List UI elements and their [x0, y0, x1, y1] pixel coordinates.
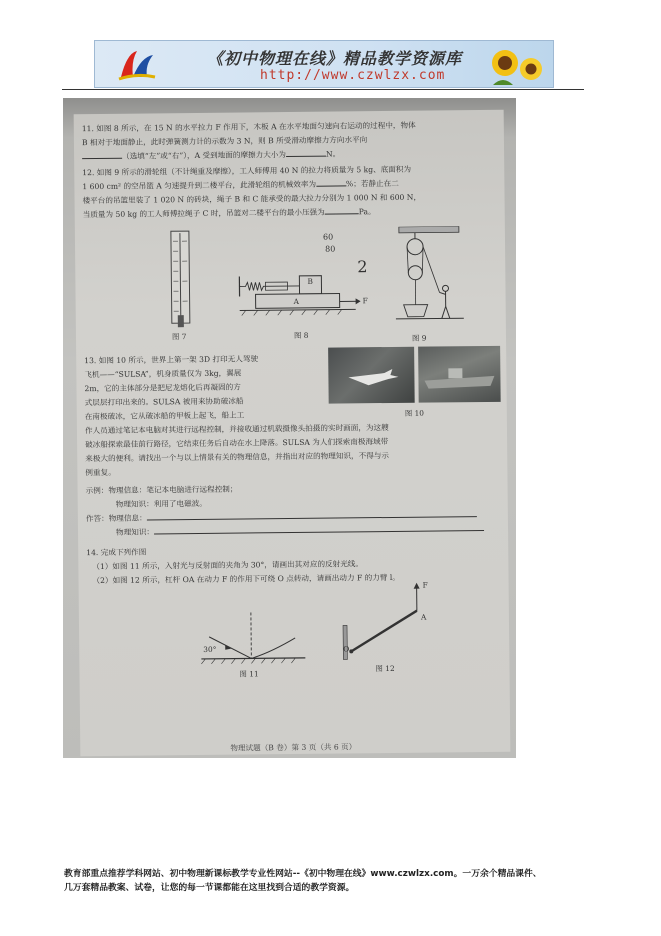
q12-line4-row — [83, 205, 376, 222]
q14-item2: （2）如图 12 所示，杠杆 OA 在动力 F 的作用下可绕 O 点转动，请画出动力 F 的力臂 l。 — [92, 572, 400, 586]
fig11-label: 图 11 — [239, 669, 259, 679]
q11-unit: N。 — [325, 149, 341, 159]
icebreaker-icon — [418, 346, 501, 403]
q13-example2: 物理知识：利用了电磁波。 — [115, 498, 207, 509]
q14-item1: （1）如图 11 所示，入射光与反射面的夹角为 30°，请画出其对应的反射光线。 — [92, 559, 364, 572]
q11-line3-row — [82, 147, 340, 163]
fig8-label: 图 8 — [293, 330, 309, 340]
q13-line2: 飞机——“SULSA”，机身质量仅为 3kg，翼展 — [84, 368, 242, 380]
site-note-line1: 教育部重点推荐学科网站、初中物理新课标教学专业性网站--《初中物理在线》www.czwlzx.com。一万余个精品课件、 — [64, 869, 542, 879]
q11-blank-1 — [82, 158, 122, 159]
banner-title: 《初中物理在线》精品教学资源库 — [207, 49, 463, 68]
q13-line9: 例重复。 — [85, 467, 116, 478]
fig7-label: 图 7 — [171, 332, 187, 342]
q13-line4: 式层层打印出来的。SULSA 被用来协助破冰船 — [84, 396, 244, 408]
q12-line3: 楼平台的吊篮里装了 1 020 N 的砖块，绳子 B 和 C 能承受的最大拉力分别为 1 000 N 和 600 N， — [82, 192, 422, 206]
q13-answer2: 物理知识： — [115, 527, 155, 537]
plane-icon — [328, 347, 415, 404]
fig8-force-f: F — [362, 296, 368, 306]
q13-example1: 示例：物理信息：笔记本电脑进行远程控制； — [85, 484, 238, 496]
q13-answer1-blank[interactable] — [147, 516, 477, 520]
q13-line3: 2m，它的主体部分是把尼龙熔化后再凝固的方 — [84, 382, 241, 394]
q12-line2: 1 600 cm² 的空吊篮 A 匀速提升到二楼平台，此滑轮组的机械效率为 — [82, 179, 317, 192]
q13-line1: 13. 如图 10 所示，世界上第一架 3D 打印无人驾驶 — [84, 354, 259, 366]
q13-line6: 作人员通过笔记本电脑对其进行远程控制，并接收通过机载摄像头拍摄的实时画面，为这艘 — [84, 422, 389, 436]
fig10-label: 图 10 — [404, 408, 425, 418]
q13-answer2-row — [116, 522, 484, 540]
q11-blank-2 — [286, 156, 326, 157]
q13-answer2-blank[interactable] — [154, 530, 484, 534]
q12-unit: Pa。 — [358, 207, 376, 217]
fig9-label: 图 9 — [411, 333, 427, 343]
fig12-point-a: A — [420, 612, 427, 622]
fig10-photo-plane — [328, 347, 415, 404]
fig11-reflection-diagram — [195, 612, 316, 673]
fig8-diagram — [235, 261, 366, 324]
handwritten-note-2: 2 — [357, 257, 368, 277]
exam-photo — [63, 98, 516, 758]
banner-url[interactable]: http://www.czwlzx.com — [260, 68, 446, 83]
q11-line3: （选填“左”或“右”），A 受到地面的摩擦力大小为 — [122, 150, 287, 161]
fig12-label: 图 12 — [375, 663, 395, 674]
fig12-force-f: F — [422, 580, 428, 590]
fig9-pulley-system — [395, 226, 466, 331]
fig12-point-o: O — [343, 644, 350, 654]
q12-line2b: %；若静止在二 — [345, 178, 399, 189]
site-banner — [94, 40, 554, 88]
handwritten-note-60: 60 — [322, 232, 334, 242]
sunflower-icon — [483, 45, 547, 87]
q13-line5: 在南极破冰，它从破冰船的甲板上起飞，船上工 — [84, 410, 245, 422]
exam-page-footer: 物理试题（B 卷）第 3 页（共 6 页） — [230, 742, 357, 753]
q12-line1: 12. 如图 9 所示的滑轮组（不计绳重及摩擦），工人师傅用 40 N 的拉力将质量为 5 kg、底面积为 — [82, 164, 412, 178]
site-logo-icon — [117, 47, 157, 83]
q13-line7: 破冰船探索最佳前行路径，它结束任务后自动在水上降落。SULSA 为人们探索南极海域带 — [85, 436, 389, 450]
q12-line4: 当质量为 50 kg 的工人师傅拉绳子 C 时，吊篮对二楼平台的最小压强为 — [82, 207, 325, 220]
fig8-block-b: B — [307, 276, 313, 286]
q13-answer1: 作答：物理信息： — [85, 513, 147, 524]
q11-line1: 11. 如图 8 所示，在 15 N 的水平拉力 F 作用下，木板 A 在水平地面匀速向右运动的过程中，物体 — [81, 120, 416, 134]
q11-line2: B 相对于地面静止，此时弹簧测力计的示数为 3 N，则 B 所受滑动摩擦力方向水平向 — [81, 135, 368, 148]
fig8-board-a: A — [293, 296, 300, 306]
q14-title: 14. 完成下列作图 — [86, 547, 147, 558]
q12-blank-1 — [316, 185, 346, 186]
site-note-line2: 几万套精品教案、试卷，让您的每一节课都能在这里找到合适的教学资源。 — [64, 883, 355, 893]
fig11-angle: 30° — [203, 644, 217, 654]
fig10-photo-ship — [418, 346, 501, 403]
header-rule — [62, 89, 584, 90]
fig7-spring-scale — [165, 229, 198, 329]
handwritten-note-80: 80 — [325, 244, 336, 254]
q12-blank-2 — [325, 213, 359, 214]
q13-line8: 来极大的便利。请找出一个与以上情景有关的物理信息，并指出对应的物理知识，不得与示 — [85, 450, 390, 464]
exam-sheet — [74, 110, 511, 756]
